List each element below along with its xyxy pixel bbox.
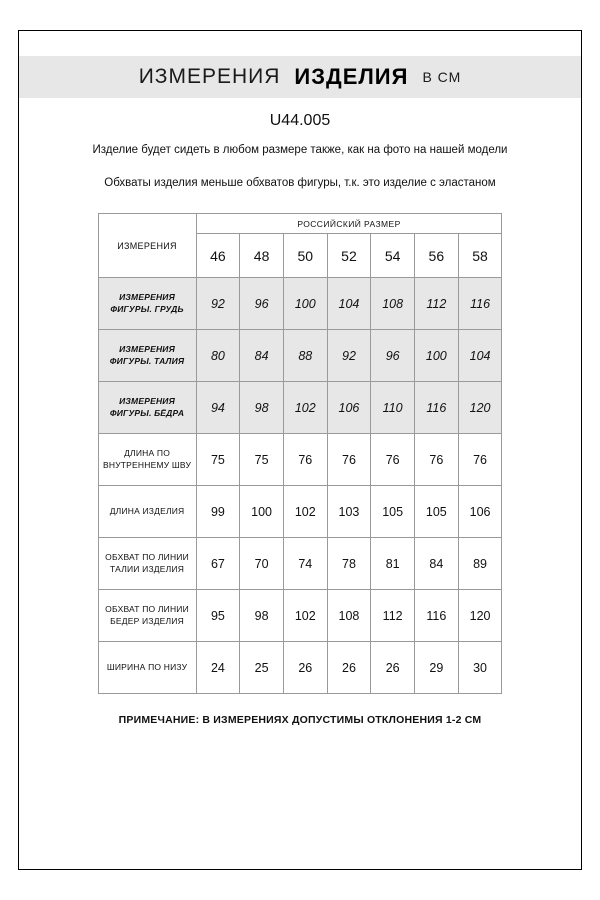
cell-hips-58: 120 (458, 382, 502, 434)
cell-waist-50: 88 (283, 330, 327, 382)
cell-product-waist-58: 89 (458, 538, 502, 590)
group-header-russian-size: РОССИЙСКИЙ РАЗМЕР (196, 214, 502, 234)
measurement-sheet (18, 30, 582, 870)
cell-product-waist-48: 70 (240, 538, 284, 590)
cell-inseam-48: 75 (240, 434, 284, 486)
cell-inseam-52: 76 (327, 434, 371, 486)
table-row (98, 590, 502, 642)
row-label-inseam: ДЛИНА ПО ВНУТРЕННЕМУ ШВУ (98, 434, 196, 486)
table-row (98, 330, 502, 382)
row-label-bust: ИЗМЕРЕНИЯ ФИГУРЫ. ГРУДЬ (98, 278, 196, 330)
table-row (98, 434, 502, 486)
cell-product-waist-52: 78 (327, 538, 371, 590)
cell-bottom-width-54: 26 (371, 642, 415, 694)
table-row (98, 642, 502, 694)
cell-product-waist-54: 81 (371, 538, 415, 590)
cell-waist-58: 104 (458, 330, 502, 382)
cell-inseam-56: 76 (414, 434, 458, 486)
cell-bust-56: 112 (414, 278, 458, 330)
cell-length-50: 102 (283, 486, 327, 538)
cell-bottom-width-46: 24 (196, 642, 240, 694)
title-measurements: ИЗМЕРЕНИЯ (138, 65, 281, 88)
table-group-header-row (98, 214, 502, 234)
cell-length-46: 99 (196, 486, 240, 538)
cell-bottom-width-50: 26 (283, 642, 327, 694)
cell-waist-48: 84 (240, 330, 284, 382)
cell-product-hips-52: 108 (327, 590, 371, 642)
size-table (98, 213, 503, 694)
cell-hips-52: 106 (327, 382, 371, 434)
cell-hips-48: 98 (240, 382, 284, 434)
cell-bust-50: 100 (283, 278, 327, 330)
cell-length-54: 105 (371, 486, 415, 538)
cell-length-56: 105 (414, 486, 458, 538)
row-label-waist: ИЗМЕРЕНИЯ ФИГУРЫ. ТАЛИЯ (98, 330, 196, 382)
size-header-52: 52 (327, 234, 371, 278)
cell-product-waist-50: 74 (283, 538, 327, 590)
cell-inseam-50: 76 (283, 434, 327, 486)
table-row (98, 382, 502, 434)
note-elastane: Обхваты изделия меньше обхватов фигуры, т.к. это изделие с эластаном (104, 176, 496, 189)
table-row (98, 486, 502, 538)
cell-bottom-width-52: 26 (327, 642, 371, 694)
cell-length-48: 100 (240, 486, 284, 538)
footer-note: ПРИМЕЧАНИЕ: В ИЗМЕРЕНИЯХ ДОПУСТИМЫ ОТКЛОНЕНИЯ 1-2 СМ (118, 714, 482, 727)
cell-product-hips-58: 120 (458, 590, 502, 642)
cell-hips-46: 94 (196, 382, 240, 434)
cell-product-waist-46: 67 (196, 538, 240, 590)
cell-product-hips-48: 98 (240, 590, 284, 642)
cell-product-hips-46: 95 (196, 590, 240, 642)
cell-product-hips-54: 112 (371, 590, 415, 642)
size-header-56: 56 (414, 234, 458, 278)
title-product: ИЗДЕЛИЯ (294, 64, 409, 89)
corner-label: ИЗМЕРЕНИЯ (98, 214, 196, 278)
cell-product-hips-56: 116 (414, 590, 458, 642)
cell-bust-52: 104 (327, 278, 371, 330)
article-code: U44.005 (269, 112, 331, 129)
cell-bottom-width-48: 25 (240, 642, 284, 694)
cell-bust-58: 116 (458, 278, 502, 330)
size-header-58: 58 (458, 234, 502, 278)
cell-hips-54: 110 (371, 382, 415, 434)
cell-length-58: 106 (458, 486, 502, 538)
cell-waist-54: 96 (371, 330, 415, 382)
cell-inseam-46: 75 (196, 434, 240, 486)
size-header-46: 46 (196, 234, 240, 278)
cell-hips-56: 116 (414, 382, 458, 434)
cell-waist-52: 92 (327, 330, 371, 382)
cell-hips-50: 102 (283, 382, 327, 434)
cell-length-52: 103 (327, 486, 371, 538)
note-fit: Изделие будет сидеть в любом размере также, как на фото на нашей модели (92, 144, 508, 156)
size-header-54: 54 (371, 234, 415, 278)
cell-bust-46: 92 (196, 278, 240, 330)
row-label-bottom-width: ШИРИНА ПО НИЗУ (98, 642, 196, 694)
cell-bust-54: 108 (371, 278, 415, 330)
table-row (98, 278, 502, 330)
cell-inseam-54: 76 (371, 434, 415, 486)
size-header-48: 48 (240, 234, 284, 278)
cell-bust-48: 96 (240, 278, 284, 330)
cell-waist-56: 100 (414, 330, 458, 382)
row-label-length: ДЛИНА ИЗДЕЛИЯ (98, 486, 196, 538)
cell-waist-46: 80 (196, 330, 240, 382)
cell-bottom-width-58: 30 (458, 642, 502, 694)
cell-bottom-width-56: 29 (414, 642, 458, 694)
table-row (98, 538, 502, 590)
cell-inseam-58: 76 (458, 434, 502, 486)
row-label-product-hips: ОБХВАТ ПО ЛИНИИ БЕДЕР ИЗДЕЛИЯ (98, 590, 196, 642)
title-band (19, 56, 581, 98)
size-header-50: 50 (283, 234, 327, 278)
row-label-hips: ИЗМЕРЕНИЯ ФИГУРЫ. БЁДРА (98, 382, 196, 434)
cell-product-waist-56: 84 (414, 538, 458, 590)
row-label-product-waist: ОБХВАТ ПО ЛИНИИ ТАЛИИ ИЗДЕЛИЯ (98, 538, 196, 590)
cell-product-hips-50: 102 (283, 590, 327, 642)
title-units: В СМ (422, 69, 462, 85)
